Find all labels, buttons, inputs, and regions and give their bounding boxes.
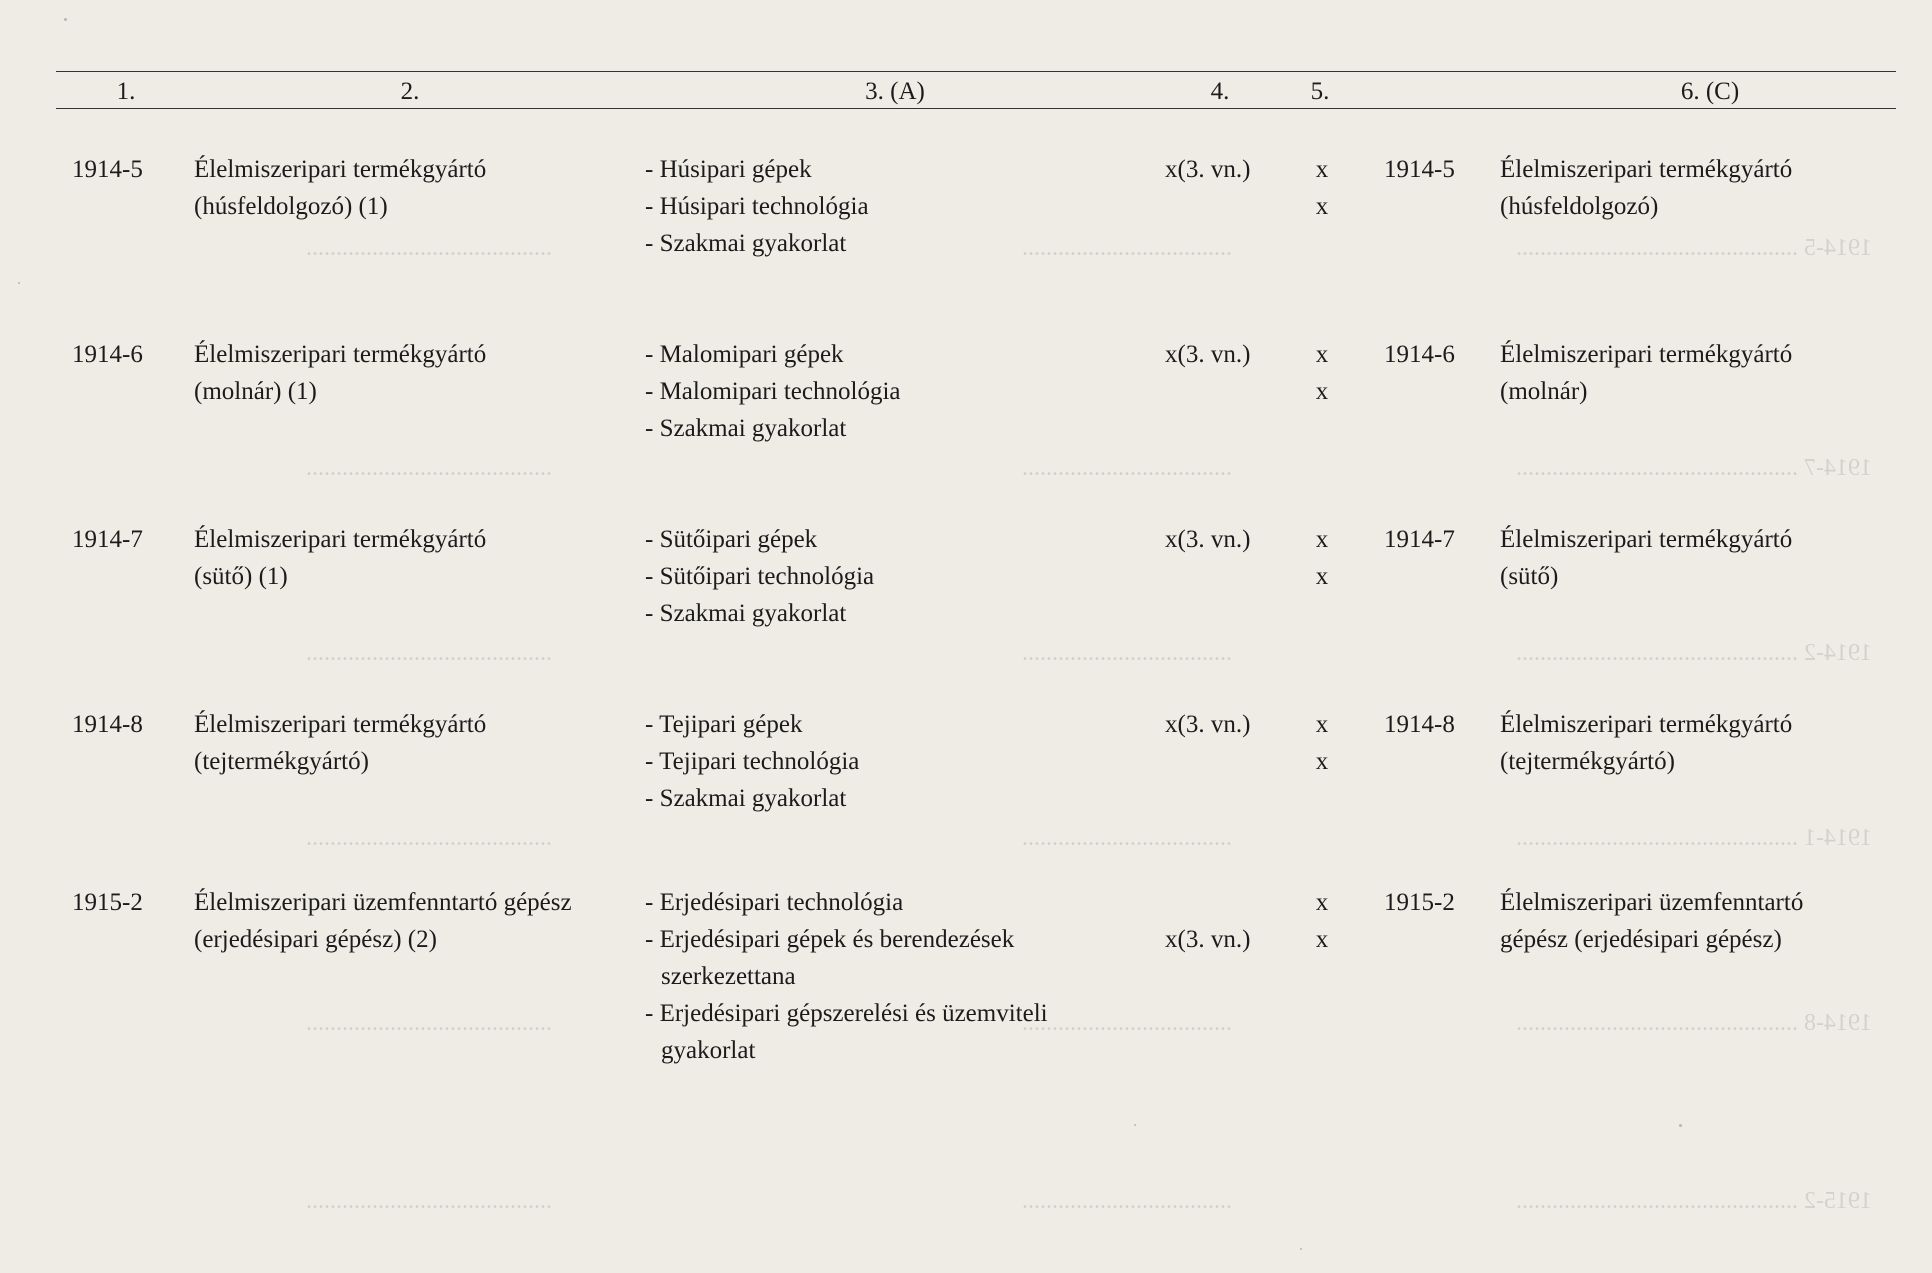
row-new-code: 1914-6 bbox=[1384, 341, 1455, 368]
svg-text:..............................: ................................... bbox=[1022, 1188, 1232, 1214]
row-code: 1914-6 bbox=[72, 341, 143, 368]
svg-text:1914-7 .......................: 1914-7 ............................................... bbox=[1516, 455, 1872, 481]
row-col5: x x bbox=[1315, 156, 1329, 220]
row-name: Élelmiszeripari termékgyártó (húsfeldolgozó) (1) bbox=[194, 156, 487, 220]
header-col5: 5. bbox=[1310, 78, 1330, 105]
svg-text:1915-2 .......................: 1915-2 ............................................... bbox=[1516, 1188, 1872, 1214]
svg-text:..............................: ................................... bbox=[1022, 825, 1232, 851]
speck bbox=[18, 282, 20, 284]
svg-text:1914-1 .......................: 1914-1 ............................................... bbox=[1516, 825, 1872, 851]
svg-text:1914-5 .......................: 1914-5 ............................................... bbox=[1516, 235, 1872, 261]
svg-text:..............................: ................................... bbox=[1022, 1010, 1232, 1036]
svg-text:..............................: ................................... bbox=[1022, 235, 1232, 261]
speck bbox=[64, 18, 67, 21]
svg-text:..............................: ......................................... bbox=[306, 640, 552, 666]
row-subjects: - Sütőipari gépek - Sütőipari technológia - Szakmai gyakorlat bbox=[645, 526, 875, 627]
row-new-name: Élelmiszeripari termékgyártó (húsfeldolgozó) bbox=[1500, 156, 1793, 220]
row-name: Élelmiszeripari üzemfenntartó gépész (erjedésipari gépész) (2) bbox=[194, 889, 572, 953]
row-code: 1914-7 bbox=[72, 526, 143, 553]
row-name: Élelmiszeripari termékgyártó (tejtermékgyártó) bbox=[194, 711, 487, 775]
row-col5: x x bbox=[1315, 341, 1329, 405]
row-code: 1914-8 bbox=[72, 711, 143, 738]
table-header-rule bbox=[56, 108, 1896, 109]
speck bbox=[1134, 1124, 1136, 1126]
row-subjects: - Húsipari gépek - Húsipari technológia - Szakmai gyakorlat bbox=[645, 156, 869, 257]
row-new-code: 1914-5 bbox=[1384, 156, 1455, 183]
row-new-name: Élelmiszeripari termékgyártó (tejtermékgyártó) bbox=[1500, 711, 1793, 775]
speck bbox=[1300, 1248, 1302, 1250]
svg-text:..............................: ................................... bbox=[1022, 640, 1232, 666]
row-col4: x(3. vn.) bbox=[1165, 526, 1251, 553]
row-name: Élelmiszeripari termékgyártó (sütő) (1) bbox=[194, 526, 487, 590]
row-new-name: Élelmiszeripari üzemfenntartó gépész (erjedésipari gépész) bbox=[1500, 889, 1804, 953]
svg-text:..............................: ......................................... bbox=[306, 825, 552, 851]
svg-text:..............................: ......................................... bbox=[306, 1010, 552, 1036]
row-subjects: - Erjedésipari technológia - Erjedésipari gépek és berendezések szerkezettana - Erjedésipari gépszerelési és üzemviteli gyakorlat bbox=[645, 889, 1048, 1064]
row-col4: x(3. vn.) bbox=[1165, 156, 1251, 183]
row-col5: x x bbox=[1315, 711, 1329, 775]
row-new-name: Élelmiszeripari termékgyártó (sütő) bbox=[1500, 526, 1793, 590]
row-col4: x(3. vn.) bbox=[1165, 341, 1251, 368]
header-col1: 1. bbox=[116, 78, 136, 105]
header-col3: 3. (A) bbox=[865, 78, 925, 105]
row-subjects: - Malomipari gépek - Malomipari technológia - Szakmai gyakorlat bbox=[645, 341, 901, 442]
row-code: 1915-2 bbox=[72, 889, 143, 916]
row-new-code: 1915-2 bbox=[1384, 889, 1455, 916]
row-new-name: Élelmiszeripari termékgyártó (molnár) bbox=[1500, 341, 1793, 405]
header-col6: 6. (C) bbox=[1680, 78, 1740, 105]
row-name: Élelmiszeripari termékgyártó (molnár) (1) bbox=[194, 341, 487, 405]
row-col4: x(3. vn.) bbox=[1165, 926, 1251, 953]
row-subjects: - Tejipari gépek - Tejipari technológia - Szakmai gyakorlat bbox=[645, 711, 860, 812]
header-col2: 2. bbox=[400, 78, 420, 105]
row-code: 1914-5 bbox=[72, 156, 143, 183]
table-header bbox=[0, 78, 1932, 108]
row-col5: x x bbox=[1315, 889, 1329, 953]
svg-text:..............................: ......................................... bbox=[306, 455, 552, 481]
svg-text:1914-2 .......................: 1914-2 ............................................... bbox=[1516, 640, 1872, 666]
svg-text:1914-8 .......................: 1914-8 ............................................... bbox=[1516, 1010, 1872, 1036]
svg-text:..............................: ......................................... bbox=[306, 1188, 552, 1214]
row-new-code: 1914-7 bbox=[1384, 526, 1455, 553]
table-top-rule bbox=[56, 71, 1896, 72]
row-new-code: 1914-8 bbox=[1384, 711, 1455, 738]
svg-text:..............................: ......................................... bbox=[306, 235, 552, 261]
row-col5: x x bbox=[1315, 526, 1329, 590]
speck bbox=[1679, 1124, 1682, 1127]
row-col4: x(3. vn.) bbox=[1165, 711, 1251, 738]
svg-text:..............................: ................................... bbox=[1022, 455, 1232, 481]
header-col4: 4. bbox=[1210, 78, 1230, 105]
